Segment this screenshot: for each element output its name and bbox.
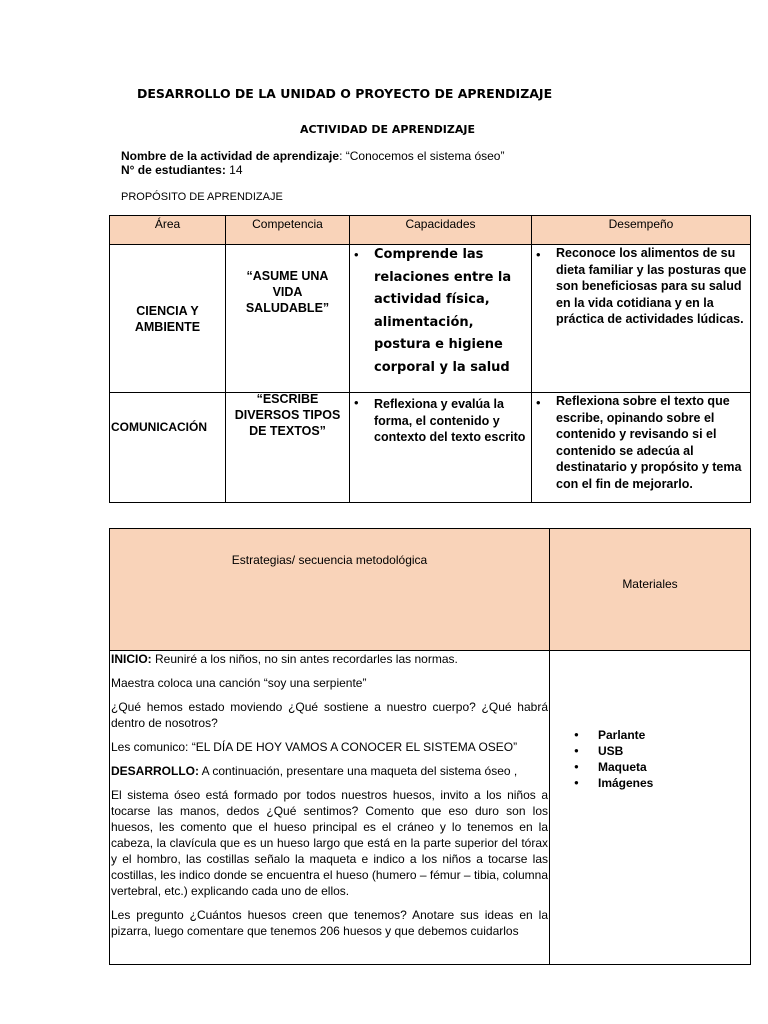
capacidad-text: Comprende las relaciones entre la actividad física, alimentación, postura e higiene corporal y la salud: [374, 247, 512, 375]
page-title: DESARROLLO DE LA UNIDAD O PROYECTO DE APRENDIZAJE: [137, 86, 553, 101]
materials-header: Materiales: [550, 529, 751, 651]
capacidad-cell: [350, 393, 532, 503]
sequence-cell: [110, 651, 550, 965]
students-label: N° de estudiantes:: [121, 163, 226, 177]
column-header-desempeno: Desempeño: [532, 216, 751, 245]
competencia-cell: [226, 245, 350, 393]
purpose-table: [109, 215, 751, 503]
desempeno-text: Reflexiona sobre el texto que escribe, opinando sobre el contenido y revisando si el contenido se adecúa al destinatario y propósito y tema con el fin de mejorarlo.: [556, 394, 742, 491]
inicio-label: INICIO:: [111, 652, 152, 666]
area-cell: [110, 393, 226, 503]
desempeno-text: Reconoce los alimentos de su dieta familiar y las posturas que son beneficiosas para su salud en la vida cotidiana y en la práctica de actividades lúdicas.: [556, 246, 747, 326]
activity-name-line: [121, 149, 504, 163]
column-header-competencia: Competencia: [226, 216, 350, 245]
purpose-heading: PROPÓSITO DE APRENDIZAJE: [121, 191, 283, 203]
area-text: CIENCIA Y AMBIENTE: [134, 303, 201, 334]
list-item: ● USB: [574, 743, 768, 759]
bullet-icon: •: [354, 395, 359, 410]
list-item: ● Maqueta: [574, 759, 768, 775]
bullet-icon: •: [536, 247, 541, 262]
sequence-paragraph: INICIO: Reuniré a los niños, no sin antes recordarles las normas.: [111, 652, 458, 666]
strategy-header: Estrategias/ secuencia metodológica: [110, 529, 550, 651]
sequence-paragraph: Les pregunto ¿Cuántos huesos creen que tenemos? Anotare sus ideas en la pizarra, luego comentare que tenemos 206 huesos y que debemos cuidarlos: [111, 908, 548, 938]
area-text: COMUNICACIÓN: [111, 420, 207, 434]
activity-name-label: Nombre de la actividad de aprendizaje: [121, 149, 340, 163]
materials-cell: [550, 651, 751, 965]
sequence-paragraph: El sistema óseo está formado por todos nuestros huesos, invito a los niños a tocarse las manos, dedos ¿Qué sentimos? Comento que eso duro son los huesos, les comento que el hueso principal es el cráneo y lo tenemos en la cabeza, la clavícula que es un hueso largo que está en la parte superior del tórax y el hombro, las costillas señalo la maqueta e indico a los niños a tocarse las costillas, les indico donde se encuentra el hueso (humero – fémur – tibia, columna vertebral, etc.) explicando cada uno de ellos.: [111, 788, 548, 898]
column-header-capacidades: Capacidades: [350, 216, 532, 245]
competencia-text: “ASUME UNA VIDA SALUDABLE”: [245, 269, 330, 315]
page-subtitle: ACTIVIDAD DE APRENDIZAJE: [300, 123, 475, 136]
sequence-paragraph: DESARROLLO: A continuación, presentare una maqueta del sistema óseo ,: [111, 764, 518, 778]
bullet-icon: •: [536, 395, 541, 410]
activity-name-value: : “Conocemos el sistema óseo”: [339, 149, 505, 163]
sequence-paragraph: ¿Qué hemos estado moviendo ¿Qué sostiene a nuestro cuerpo? ¿Qué habrá dentro de nosotros?: [111, 700, 548, 730]
strategy-table: [109, 528, 751, 965]
competencia-cell: [226, 393, 350, 503]
capacidad-text: Reflexiona y evalúa la forma, el contenido y contexto del texto escrito: [374, 397, 526, 444]
desempeno-cell: [532, 245, 751, 393]
column-header-area: Área: [110, 216, 226, 245]
bullet-icon: •: [354, 247, 359, 262]
desarrollo-label: DESARROLLO:: [111, 764, 199, 778]
sequence-paragraph: Maestra coloca una canción “soy una serpiente”: [111, 676, 367, 690]
table-row: [110, 245, 751, 393]
list-item: ● Parlante: [574, 727, 768, 743]
materials-list: [574, 727, 768, 791]
students-line: [121, 163, 243, 177]
list-item: ● Imágenes: [574, 775, 768, 791]
table-row: [110, 393, 751, 503]
students-value: 14: [225, 163, 243, 177]
capacidad-cell: [350, 245, 532, 393]
desempeno-cell: [532, 393, 751, 503]
sequence-paragraph: Les comunico: “EL DÍA DE HOY VAMOS A CONOCER EL SISTEMA OSEO”: [111, 740, 518, 754]
competencia-text: “ESCRIBE DIVERSOS TIPOS DE TEXTOS”: [234, 392, 341, 438]
area-cell: [110, 245, 226, 393]
